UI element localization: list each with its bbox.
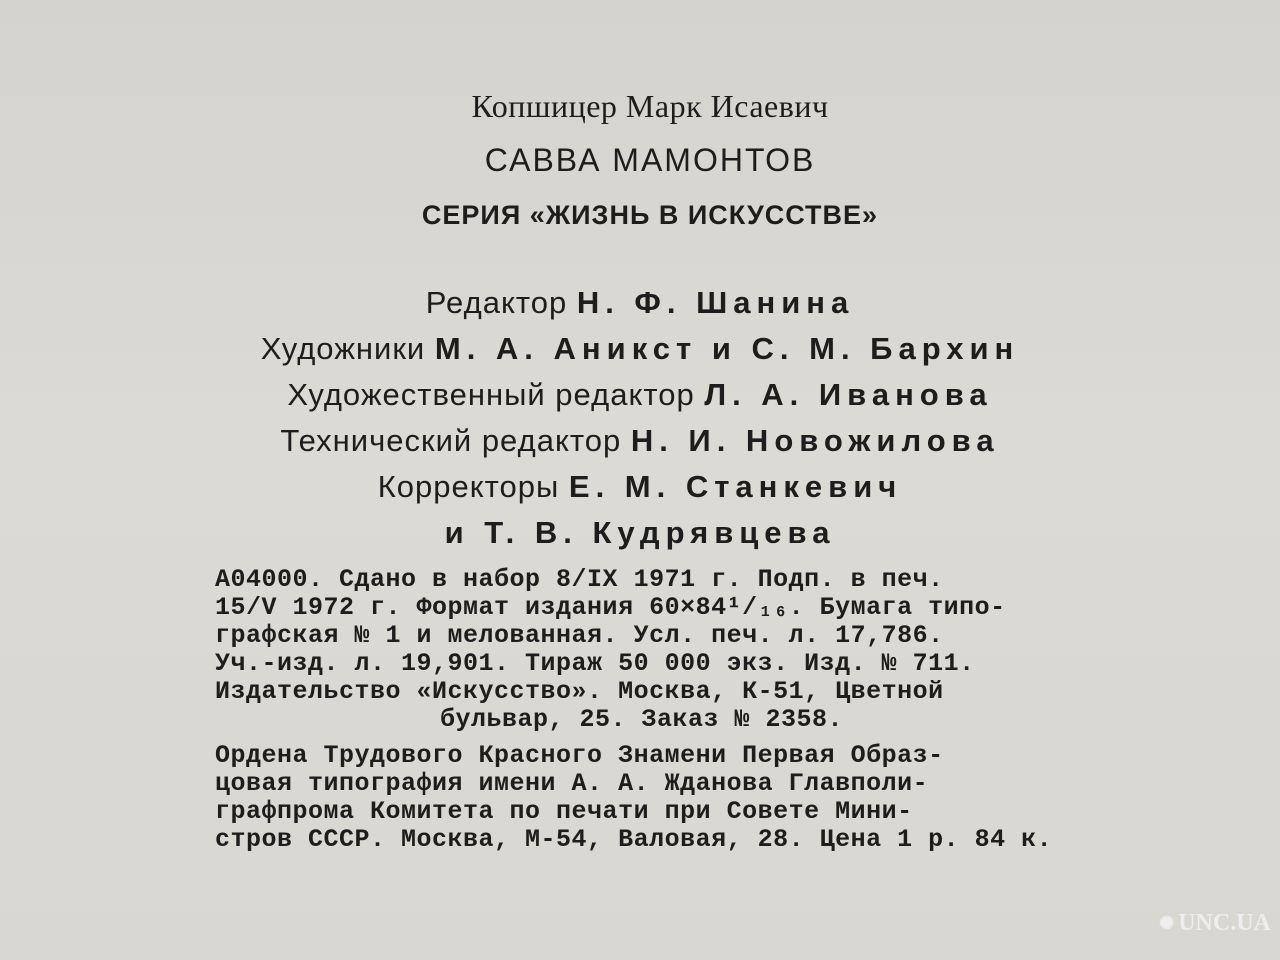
credit-role: Художественный редактор [287, 377, 695, 412]
imprint-line: Уч.-изд. л. 19,901. Тираж 50 000 экз. Изд. № 711. [215, 649, 975, 678]
watermark-emblem-icon: ✺ [1159, 912, 1175, 933]
credit-role: Редактор [425, 285, 568, 320]
printer-line: графпрома Комитета по печати при Совете Мини- [215, 797, 913, 826]
imprint-line: 15/V 1972 г. Формат издания 60×84¹/₁₆. Бумага типо- [215, 593, 1006, 622]
credit-role: Технический редактор [280, 423, 622, 458]
credit-editor [0, 280, 1280, 326]
printer-line: цовая типография имени А. А. Жданова Главполи- [215, 769, 929, 798]
credit-proofreaders-cont [0, 510, 1280, 556]
site-watermark [1160, 900, 1270, 946]
series-title: СЕРИЯ «ЖИЗНЬ В ИСКУССТВЕ» [421, 200, 879, 230]
credit-name: Л. А. Иванова [704, 377, 993, 412]
credit-artists [0, 326, 1280, 372]
credit-name: Н. Ф. Шанина [576, 285, 855, 320]
author-name: Копшицер Марк Исаевич [471, 88, 829, 124]
credit-art-editor [0, 372, 1280, 418]
credit-tech-editor [0, 418, 1280, 464]
imprint-line: Издательство «Искусство». Москва, К-51, Цветной [215, 677, 944, 706]
watermark-text: UNC.UA [1178, 909, 1271, 936]
credit-role: Художники [260, 331, 426, 366]
credit-proofreaders [0, 464, 1280, 510]
imprint-line: A04000. Сдано в набор 8/IX 1971 г. Подп. в печ. [215, 565, 944, 594]
credit-role: Корректоры [377, 469, 560, 504]
printer-line: стров СССР. Москва, М-54, Валовая, 28. Цена 1 р. 84 к. [215, 825, 1053, 854]
credit-name: Е. М. Станкевич [568, 469, 903, 504]
imprint-line: бульвар, 25. Заказ № 2358. [440, 705, 844, 734]
printer-line: Ордена Трудового Красного Знамени Первая Образ- [215, 741, 944, 770]
credit-name: и Т. В. Кудрявцева [444, 515, 836, 550]
credits-block [0, 280, 1280, 556]
credit-name: М. А. Аникст и С. М. Бархин [434, 331, 1020, 366]
imprint-block [215, 566, 1085, 854]
book-title: САВВА МАМОНТОВ [484, 142, 816, 178]
imprint-line: графская № 1 и мелованная. Усл. печ. л. 17,786. [215, 621, 944, 650]
credit-name: Н. И. Новожилова [630, 423, 1000, 458]
